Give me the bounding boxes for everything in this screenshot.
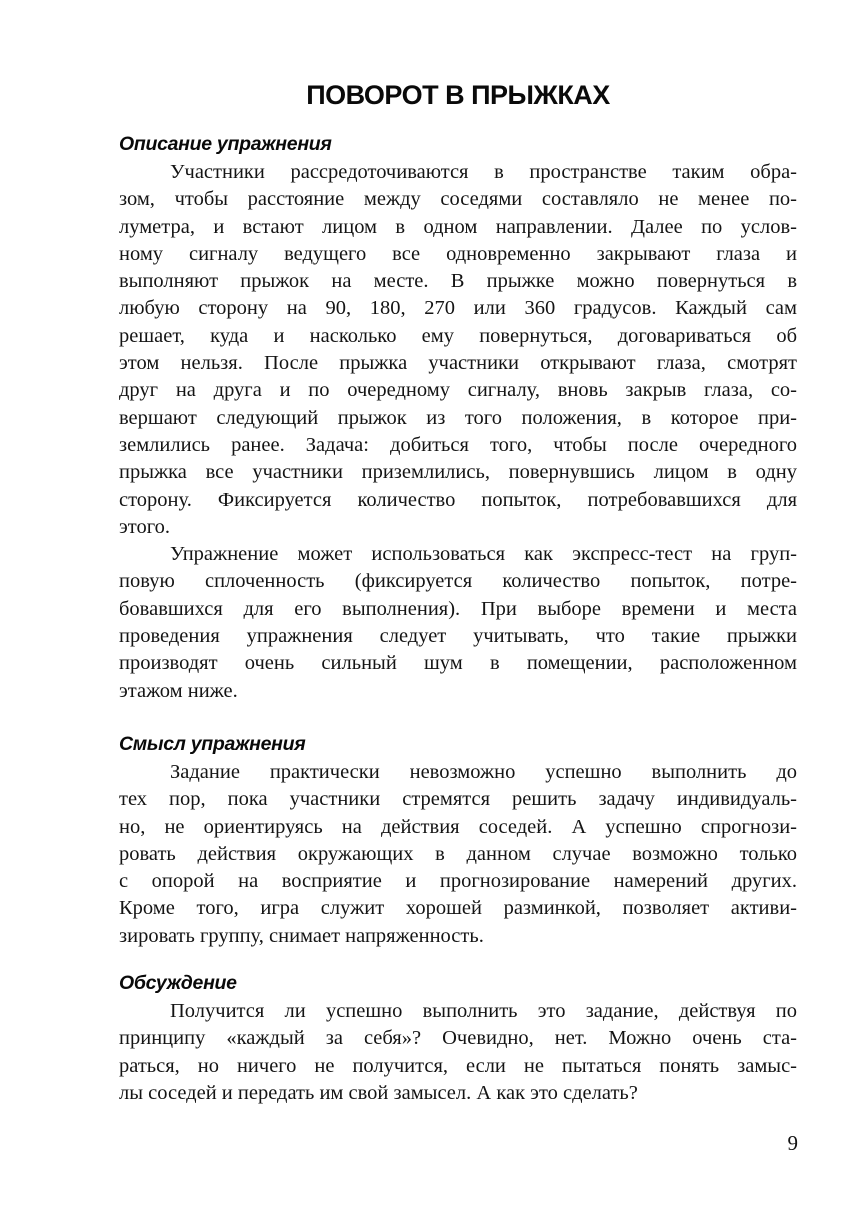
text-line: Упражнение может использоваться как экспресс-тест на груп- [170,543,797,566]
text-line: Задание практически невозможно успешно выполнить до [170,761,797,783]
text-line: повую сплоченность (фиксируется количество попыток, потре- [119,570,797,593]
text-line: ному сигналу ведущего все одновременно закрывают глаза и [119,242,797,265]
text-line: любую сторону на 90, 180, 270 или 360 градусов. Каждый сам [119,297,797,320]
text-line: Кроме того, игра служит хорошей разминкой, позволяет активи- [119,897,797,920]
section-description [119,129,797,705]
text-line: Получится ли успешно выполнить это задание, действуя по [170,1000,797,1022]
text-line: прыжка все участники приземлились, повернувшись лицом в одну [119,461,797,484]
text-line: лы соседей и передать им свой замысел. А как это сделать? [119,1081,638,1104]
text-line: бовавшихся для его выполнения). При выборе времени и места [119,597,797,620]
section-discussion [119,968,797,1107]
page-number: 9 [787,1131,798,1155]
text-line: выполняют прыжок на месте. В прыжке можно повернуться в [119,270,797,293]
text-line: зом, чтобы расстояние между соседями составляло не менее по- [119,188,797,211]
text-line: друг на друга и по очередному сигналу, вновь закрыв глаза, со- [119,379,797,402]
text-line: этажом ниже. [119,679,238,702]
text-line: принципу «каждый за себя»? Очевидно, нет. Можно очень ста- [119,1027,797,1050]
section-heading: Обсуждение [119,972,237,994]
text-line: этого. [119,515,171,538]
text-line: луметра, и встают лицом в одном направлении. Далее по услов- [119,215,797,238]
section-heading: Смысл упражнения [119,733,306,755]
text-line: этом нельзя. После прыжка участники открывают глаза, смотрят [119,352,797,375]
text-line: ровать действия окружающих в данном случае возможно только [119,842,797,865]
text-line: с опорой на восприятие и прогнозирование намерений других. [119,870,797,893]
section-meaning [119,729,797,950]
section-heading: Описание упражнения [119,133,332,155]
text-line: зировать группу, снимает напряженность. [119,924,484,947]
page-title: ПОВОРОТ В ПРЫЖКАХ [306,80,610,110]
text-line: производят очень сильный шум в помещении, расположенном [119,652,797,675]
text-line: сторону. Фиксируется количество попыток, потребовавшихся для [119,488,797,511]
text-line: Участники рассредоточиваются в пространстве таким обра- [170,161,797,183]
text-line: вершают следующий прыжок из того положения, в которое при- [119,406,797,429]
text-line: проведения упражнения следует учитывать, что такие прыжки [119,625,797,648]
text-line: раться, но ничего не получится, если не пытаться понять замыс- [119,1054,797,1077]
text-line: землились ранее. Задача: добиться того, чтобы после очередного [119,433,797,456]
text-line: решает, куда и насколько ему повернуться, договариваться об [119,324,797,347]
text-line: но, не ориентируясь на действия соседей. А успешно спрогнози- [119,815,797,838]
text-line: тех пор, пока участники стремятся решить задачу индивидуаль- [119,788,797,811]
